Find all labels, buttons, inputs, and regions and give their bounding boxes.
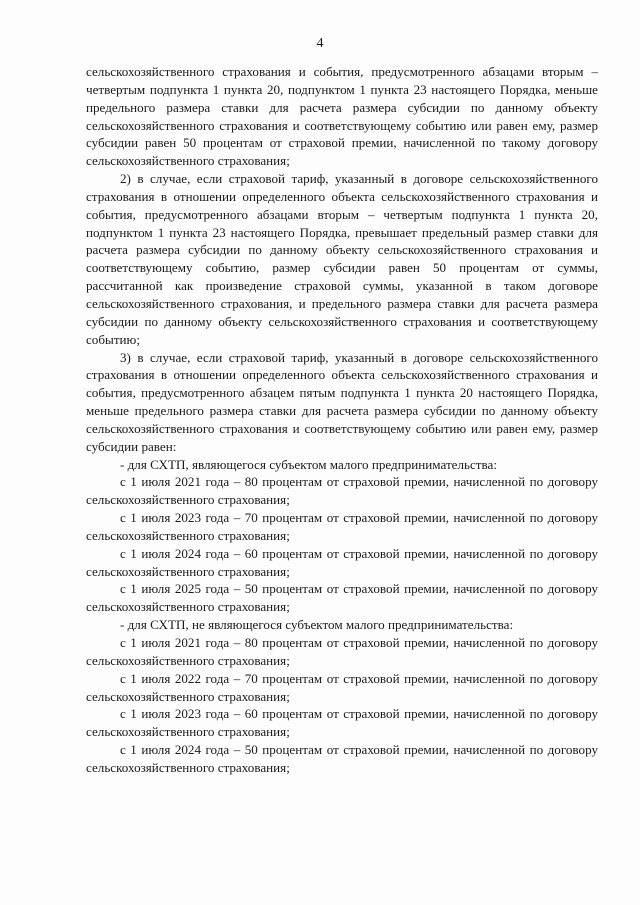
document-body bbox=[86, 63, 598, 777]
paragraph-non-small-business-2022: с 1 июля 2022 года – 70 процентам от страховой премии, начисленной по договору сельскохозяйственного страхования; bbox=[86, 670, 598, 704]
page-number: 4 bbox=[316, 36, 324, 51]
paragraph-small-business-2025: с 1 июля 2025 года – 50 процентам от страховой премии, начисленной по договору сельскохозяйственного страхования; bbox=[86, 581, 598, 615]
paragraph-continuation: сельскохозяйственного страхования и события, предусмотренного абзацами вторым – четвертым подпункта 1 пункта 20, подпунктом 1 пункта 23 настоящего Порядка, меньше предельного размера ставки для расчета размера субсидии по данному объекту сельскохозяйственного страхования и соответствующему событию или равен ему, размер субсидии равен 50 процентам от страховой премии, начисленной по такому договору сельскохозяйственного страхования; bbox=[86, 64, 598, 169]
paragraph-non-small-business-2021: с 1 июля 2021 года – 80 процентам от страховой премии, начисленной по договору сельскохозяйственного страхования; bbox=[86, 635, 598, 668]
paragraph-small-business-2024: с 1 июля 2024 года – 60 процентам от страховой премии, начисленной по договору сельскохозяйственного страхования; bbox=[86, 545, 598, 579]
paragraph-small-business-2021: с 1 июля 2021 года – 80 процентам от страховой премии, начисленной по договору сельскохозяйственного страхования; bbox=[86, 474, 598, 508]
paragraph-item-2: 2) в случае, если страховой тариф, указанный в договоре сельскохозяйственного страхования в отношении определенного объекта сельскохозяйственного страхования и события, предусмотренного абзацами вторым – четвертым подпункта 1 пункта 20, подпунктом 1 пункта 23 настоящего Порядка, превышает предельный размер ставки для расчета размера субсидии по данному объекту сельскохозяйственного страхования и соответствующему событию, размер субсидии равен 50 процентам от суммы, рассчитанной как произведение страховой суммы, указанной в таком договоре сельскохозяйственного страхования, и предельного размера ставки для расчета размера субсидии по данному объекту сельскохозяйственного страхования и соответствующему событию; bbox=[86, 171, 598, 347]
paragraph-non-small-business-2024: с 1 июля 2024 года – 50 процентам от страховой премии, начисленной по договору сельскохозяйственного страхования; bbox=[86, 742, 598, 775]
paragraph-item-3: 3) в случае, если страховой тариф, указанный в договоре сельскохозяйственного страхования в отношении определенного объекта сельскохозяйственного страхования и события, предусмотренного абзацем пятым подпункта 1 пункта 20 настоящего Порядка, меньше предельного размера ставки для расчета размера субсидии по данному объекту сельскохозяйственного страхования и соответствующему событию или равен ему, размер субсидии равен: bbox=[86, 349, 598, 454]
paragraph-non-small-business-heading: - для СХТП, не являющегося субъектом малого предпринимательства: bbox=[120, 617, 514, 633]
paragraph-non-small-business-2023: с 1 июля 2023 года – 60 процентам от страховой премии, начисленной по договору сельскохозяйственного страхования; bbox=[86, 706, 598, 740]
paragraph-small-business-2023: с 1 июля 2023 года – 70 процентам от страховой премии, начисленной по договору сельскохозяйственного страхования; bbox=[86, 510, 598, 543]
paragraph-small-business-heading: - для СХТП, являющегося субъектом малого предпринимательства: bbox=[120, 456, 497, 472]
